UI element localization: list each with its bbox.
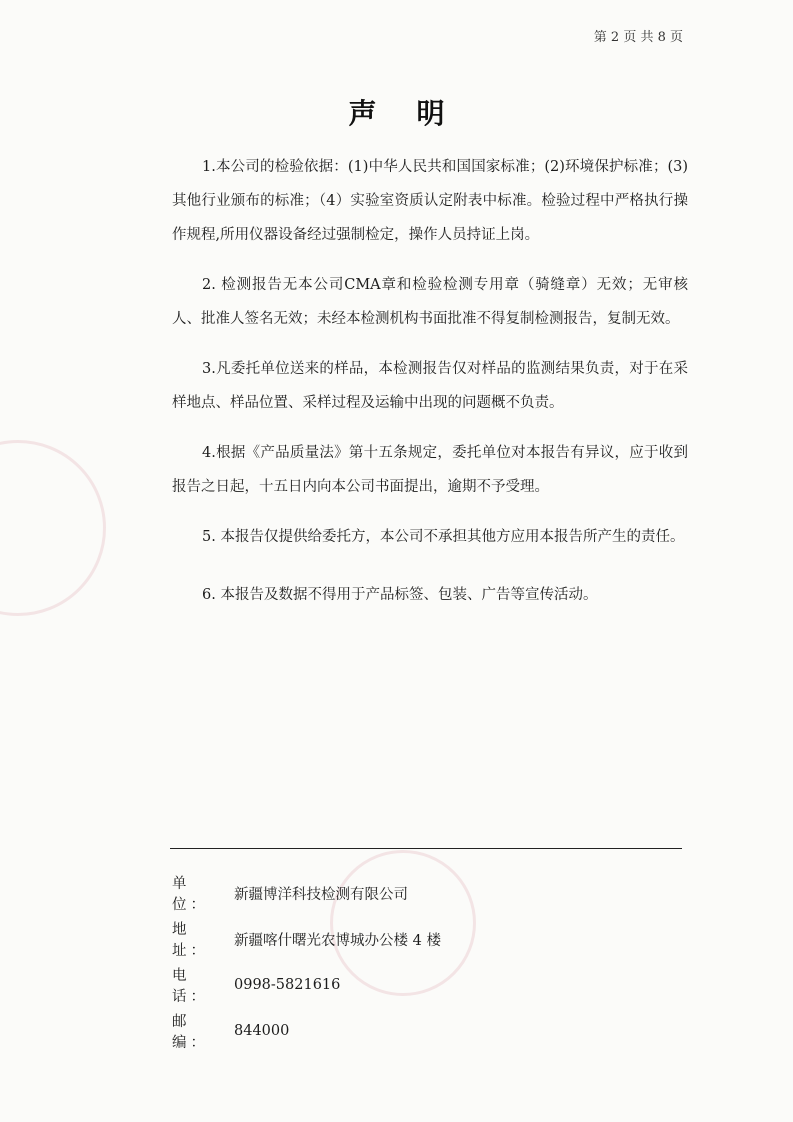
unit-value: 新疆博洋科技检测有限公司 (234, 886, 408, 903)
clause-2: 2. 检测报告无本公司CMA章和检验检测专用章（骑缝章）无效；无审核人、批准人签名无效；未经本检测机构书面批准不得复制检测报告，复制无效。 (172, 277, 688, 327)
footer-divider (170, 848, 682, 849)
footer-row-postcode (172, 1008, 672, 1054)
seal-stamp-faint (0, 440, 106, 616)
footer-row-unit (172, 870, 672, 916)
clause-4: 4.根据《产品质量法》第十五条规定，委托单位对本报告有异议，应于收到报告之日起，十五日内向本公司书面提出，逾期不予受理。 (172, 445, 688, 495)
clause-1: 1.本公司的检验依据：(1)中华人民共和国国家标准；(2)环境保护标准；(3)其他行业颁布的标准；（4）实验室资质认定附表中标准。检验过程中严格执行操作规程,所用仪器设备经过强制检定，操作人员持证上岗。 (172, 159, 688, 243)
phone-label: 电 话： (172, 968, 209, 1005)
unit-label: 单 位： (172, 876, 209, 913)
clause-3: 3.凡委托单位送来的样品，本检测报告仅对样品的监测结果负责，对于在采样地点、样品位置、采样过程及运输中出现的问题概不负责。 (172, 361, 688, 411)
address-label: 地 址： (172, 922, 209, 959)
postcode-label: 邮 编： (172, 1014, 209, 1051)
postcode-value: 844000 (234, 1023, 290, 1039)
phone-value: 0998-5821616 (234, 977, 341, 993)
address-value: 新疆喀什曙光农博城办公楼 4 楼 (234, 932, 441, 949)
page-title: 声明 (348, 97, 485, 130)
footer-row-phone (172, 962, 672, 1008)
page-number: 第 2 页 共 8 页 (593, 30, 683, 45)
footer-row-address (172, 916, 672, 962)
declaration-clauses (172, 150, 688, 636)
company-info (172, 870, 672, 1054)
clause-5: 5. 本报告仅提供给委托方，本公司不承担其他方应用本报告所产生的责任。 (202, 529, 685, 545)
clause-6: 6. 本报告及数据不得用于产品标签、包装、广告等宣传活动。 (202, 587, 598, 603)
